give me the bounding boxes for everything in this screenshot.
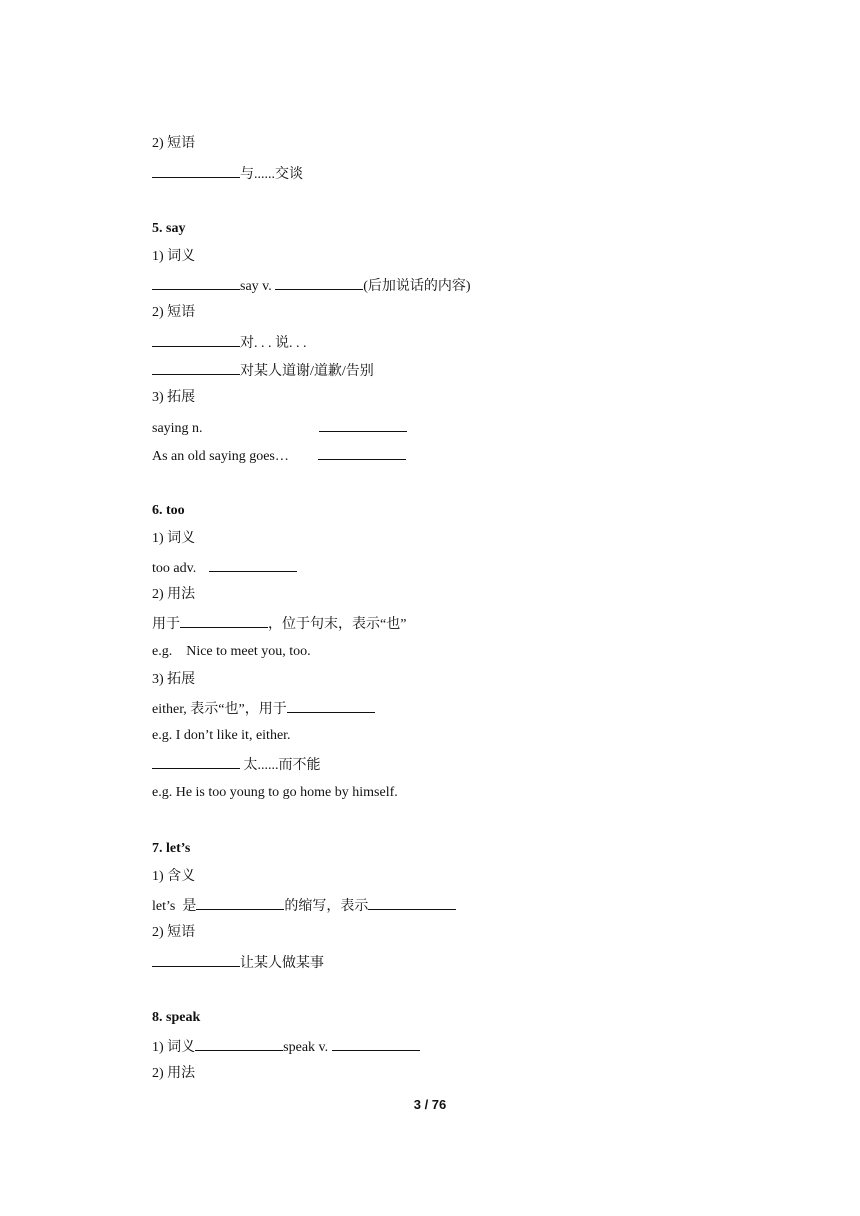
page-number: 3 / 76	[413, 1097, 447, 1112]
example-nice-to-meet-you: e.g. Nice to meet you, too.	[152, 644, 311, 659]
extension-line-old-saying: As an old saying goes…	[152, 446, 406, 466]
section-heading-lets: 7. let’s	[152, 841, 191, 856]
example-too-young: e.g. He is too young to go home by himself.	[152, 785, 398, 800]
subsection-phrases-say: 2) 短语	[152, 305, 196, 320]
section-heading-say: 5. say	[152, 221, 186, 236]
subsection-extension-too: 3) 拓展	[152, 672, 196, 687]
phrase-line-say-thanks: 对某人道谢/道歉/告别	[152, 361, 374, 381]
subsection-phrases-4: 2) 短语	[152, 136, 196, 151]
extension-line-too-to: 太......而不能	[152, 755, 321, 775]
answer-blank[interactable]	[152, 164, 240, 178]
subsection-usage-speak: 2) 用法	[152, 1066, 196, 1081]
example-either: e.g. I don’t like it, either.	[152, 728, 291, 743]
usage-line-too: 用于 ，位于句末，表示“也”	[152, 614, 406, 634]
subsection-usage-too: 2) 用法	[152, 587, 196, 602]
answer-blank[interactable]	[195, 1037, 283, 1051]
extension-line-saying: saying n.	[152, 418, 407, 438]
section-heading-speak: 8. speak	[152, 1010, 201, 1025]
subsection-meaning-too: 1) 词义	[152, 531, 196, 546]
section-heading-too: 6. too	[152, 503, 185, 518]
answer-blank[interactable]	[196, 896, 284, 910]
meaning-line-too: too adv.	[152, 558, 297, 578]
answer-blank[interactable]	[318, 446, 406, 460]
phrase-line-say-to: 对. . . 说. . .	[152, 333, 307, 353]
answer-blank[interactable]	[152, 953, 240, 967]
meaning-line-lets: let’s 是 的缩写，表示	[152, 896, 456, 916]
subsection-phrases-lets: 2) 短语	[152, 925, 196, 940]
meaning-line-speak: 1) 词义 speak v.	[152, 1037, 420, 1057]
answer-blank[interactable]	[152, 276, 240, 290]
answer-blank[interactable]	[368, 896, 456, 910]
answer-blank[interactable]	[287, 699, 375, 713]
answer-blank[interactable]	[209, 558, 297, 572]
subsection-meaning-say: 1) 词义	[152, 249, 196, 264]
answer-blank[interactable]	[180, 614, 268, 628]
answer-blank[interactable]	[152, 361, 240, 375]
meaning-line-say: say v. (后加说话的内容)	[152, 276, 471, 296]
answer-blank[interactable]	[152, 333, 240, 347]
extension-line-either: either, 表示“也”，用于	[152, 699, 375, 719]
phrase-line-let-sb-do: 让某人做某事	[152, 953, 324, 973]
subsection-extension-say: 3) 拓展	[152, 390, 196, 405]
answer-blank[interactable]	[275, 276, 363, 290]
phrase-line-talk-with: 与......交谈	[152, 164, 303, 184]
answer-blank[interactable]	[319, 418, 407, 432]
answer-blank[interactable]	[332, 1037, 420, 1051]
subsection-meaning-lets: 1) 含义	[152, 869, 196, 884]
answer-blank[interactable]	[152, 755, 240, 769]
